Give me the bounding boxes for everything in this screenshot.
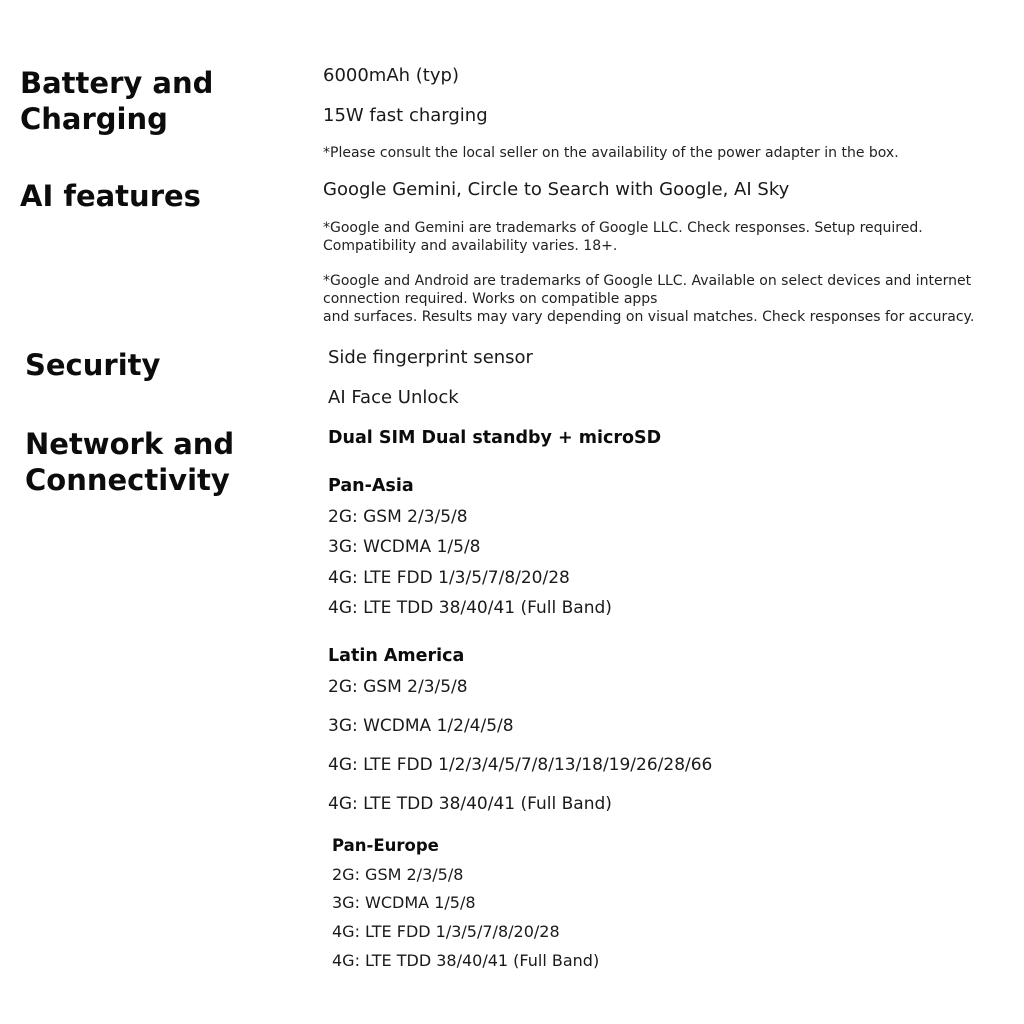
ai-note-android-line1: *Google and Android are trademarks of Google LLC. Available on select devices and internet (323, 273, 972, 289)
band-item: 4G: LTE TDD 38/40/41 (Full Band) (332, 951, 600, 970)
band-item: 4G: LTE FDD 1/3/5/7/8/20/28 (328, 568, 570, 588)
security-item: AI Face Unlock (328, 387, 459, 408)
region-title-pan-asia: Pan-Asia (328, 476, 414, 496)
band-item: 3G: WCDMA 1/5/8 (328, 537, 481, 557)
band-item: 4G: LTE FDD 1/3/5/7/8/20/28 (332, 922, 560, 941)
band-item: 2G: GSM 2/3/5/8 (328, 507, 468, 527)
band-item: 4G: LTE TDD 38/40/41 (Full Band) (328, 598, 612, 618)
ai-note-android-line2: connection required. Works on compatible apps (323, 291, 658, 307)
battery-note: *Please consult the local seller on the availability of the power adapter in the box. (323, 145, 899, 161)
region-title-latin-america: Latin America (328, 646, 465, 666)
band-item: 2G: GSM 2/3/5/8 (332, 865, 464, 884)
security-item: Side fingerprint sensor (328, 347, 533, 368)
band-item: 4G: LTE FDD 1/2/3/4/5/7/8/13/18/19/26/28/66 (328, 755, 713, 775)
battery-capacity: 6000mAh (typ) (323, 65, 459, 86)
battery-heading: Battery and Charging (20, 66, 214, 136)
ai-features: Google Gemini, Circle to Search with Google, AI Sky (323, 179, 790, 200)
charging-speed: 15W fast charging (323, 105, 488, 126)
band-item: 3G: WCDMA 1/2/4/5/8 (328, 716, 514, 736)
ai-note-android-line3: and surfaces. Results may vary depending on visual matches. Check responses for accuracy. (323, 309, 975, 325)
band-item: 4G: LTE TDD 38/40/41 (Full Band) (328, 794, 612, 814)
ai-note-gemini: *Google and Gemini are trademarks of Google LLC. Check responses. Setup required. Compatibility and availability varies. 18+. (323, 220, 923, 254)
network-heading: Network and Connectivity (25, 427, 235, 497)
band-item: 3G: WCDMA 1/5/8 (332, 893, 476, 912)
ai-heading: AI features (20, 179, 201, 213)
region-title-pan-europe: Pan-Europe (332, 836, 439, 855)
security-heading: Security (25, 348, 161, 382)
sim-config: Dual SIM Dual standby + microSD (328, 428, 662, 448)
band-item: 2G: GSM 2/3/5/8 (328, 677, 468, 697)
